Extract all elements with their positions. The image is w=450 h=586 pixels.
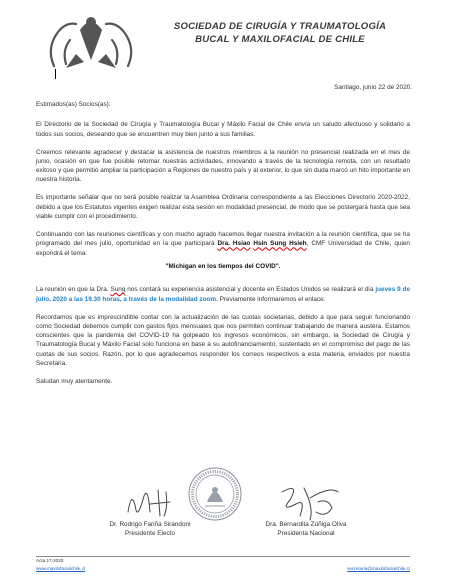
society-emblem-icon <box>36 8 146 74</box>
speaker-name-part2: Hsin Sung Hsieh <box>253 240 307 248</box>
paragraph-thanks: Creemos relevante agradecer y destacar la asistencia de nuestros miembros a la reunión no presencial realizada en el mes de junio, ocasión en que fue posible retomar nuestras actividades, innovando a través de la tecnología remota, con un resultado exitoso y que permitió ampliar la participación a Regiones de nuestro país y al exterior, lo que sin duda marcó un hito importante en nuestra historia. <box>36 148 410 184</box>
talk-title: "Michigan en los tiempos del COVID". <box>165 262 281 270</box>
footer-website-link[interactable]: www.maxilofacialchile.cl <box>36 566 86 571</box>
paragraph-meeting <box>36 285 410 304</box>
meeting-text-end: Previamente informaremos el enlace. <box>217 295 326 303</box>
footer-acta: Acta 17-2020 <box>36 558 64 563</box>
signer-right-name: Dra. Bernardita Zúñiga Oliva <box>265 521 347 528</box>
signer-right <box>236 521 376 538</box>
signature-left-icon <box>118 482 188 524</box>
signer-left-name: Dr. Rodrigo Fariña Sirandoni <box>109 521 191 528</box>
paragraph-dues: Recordamos que es imprescindible contar con la actualización de las cuotas societarias, debido a que para seguir funcionando como Sociedad debemos cumplir con gastos fijos mensuales que nos permiten continuar trabajando de manera austera. Estamos conscientes que la pandemia del COVID-19 ha golpeado los ingresos económicos, sin embargo, la Sociedad de Cirugía y Traumatología Bucal y Máxilo Facial solo funciona en base a su autofinanciamiento, sustentado en el compromiso del pago de las cuotas de sus socios. Razón, por lo que agradecemos responder los correos respectivos a esta materia, enviados por nuestra Secretaria. <box>36 313 410 367</box>
invitation-text: Continuando con las reuniones científicas y con mucho agrado hacemos llegar nuestra invitación a la reunión científica, que se ha programado del mes julio, oportunidad en la que participará <box>36 231 410 248</box>
signer-left-role: Presidente Electo <box>124 529 176 537</box>
closing: Saludan muy atentamente. <box>36 377 113 385</box>
speaker-surname: Sung <box>110 286 126 294</box>
speaker-name-part1: Dra. Hsiao <box>217 240 251 248</box>
footer-email-link[interactable]: secretaria@maxilofacialchile.cl <box>347 566 410 571</box>
letter-body <box>36 100 410 395</box>
text-cursor <box>55 69 56 79</box>
signature-right-icon <box>270 478 350 526</box>
meeting-text-mid: nos contará su experiencia asistencial y docente en Estados Unidos se realizará el día <box>125 286 376 294</box>
paragraph-invitation <box>36 230 410 258</box>
meeting-datetime: jueves 9 de julio, 2020 a las 19.30 horas, a través de la modalidad zoom. <box>36 286 410 303</box>
society-seal-icon <box>187 466 243 522</box>
society-name-line2: BUCAL Y MAXILOFACIAL DE CHILE <box>195 34 365 45</box>
meeting-text: La reunión en que la Dra. <box>36 286 111 294</box>
footer-divider <box>36 556 410 557</box>
signer-left <box>80 521 220 538</box>
letter-date: Santiago, junio 22 de 2020. <box>334 84 412 91</box>
society-name-line1: SOCIEDAD DE CIRUGÍA Y TRAUMATOLOGÍA <box>173 21 387 32</box>
salutation: Estimados(as) Socios(as): <box>36 101 111 108</box>
paragraph-greeting: El Directorio de la Sociedad de Cirugía y Traumatología Bucal y Máxilo Facial de Chile envía un saludo afectuoso y solidario a todos sus socios, deseando que se encuentren muy bien junto a sus familias. <box>36 121 410 138</box>
society-name <box>150 20 410 46</box>
invitation-text-end: , CMF Universidad de Chile, quien expondrá el tema: <box>36 240 410 257</box>
signer-right-role: Presidenta Nacional <box>277 529 335 537</box>
paragraph-assembly: Es importante señalar que no será posible realizar la Asamblea Ordinaria correspondiente a las Elecciones Directorio 2020-2022, debido a que los Estatutos vigentes exigen realizar esta sesión en modalidad presencial, de modo que se postergará hasta que sea viable cumplir con el procedimiento. <box>36 194 410 221</box>
